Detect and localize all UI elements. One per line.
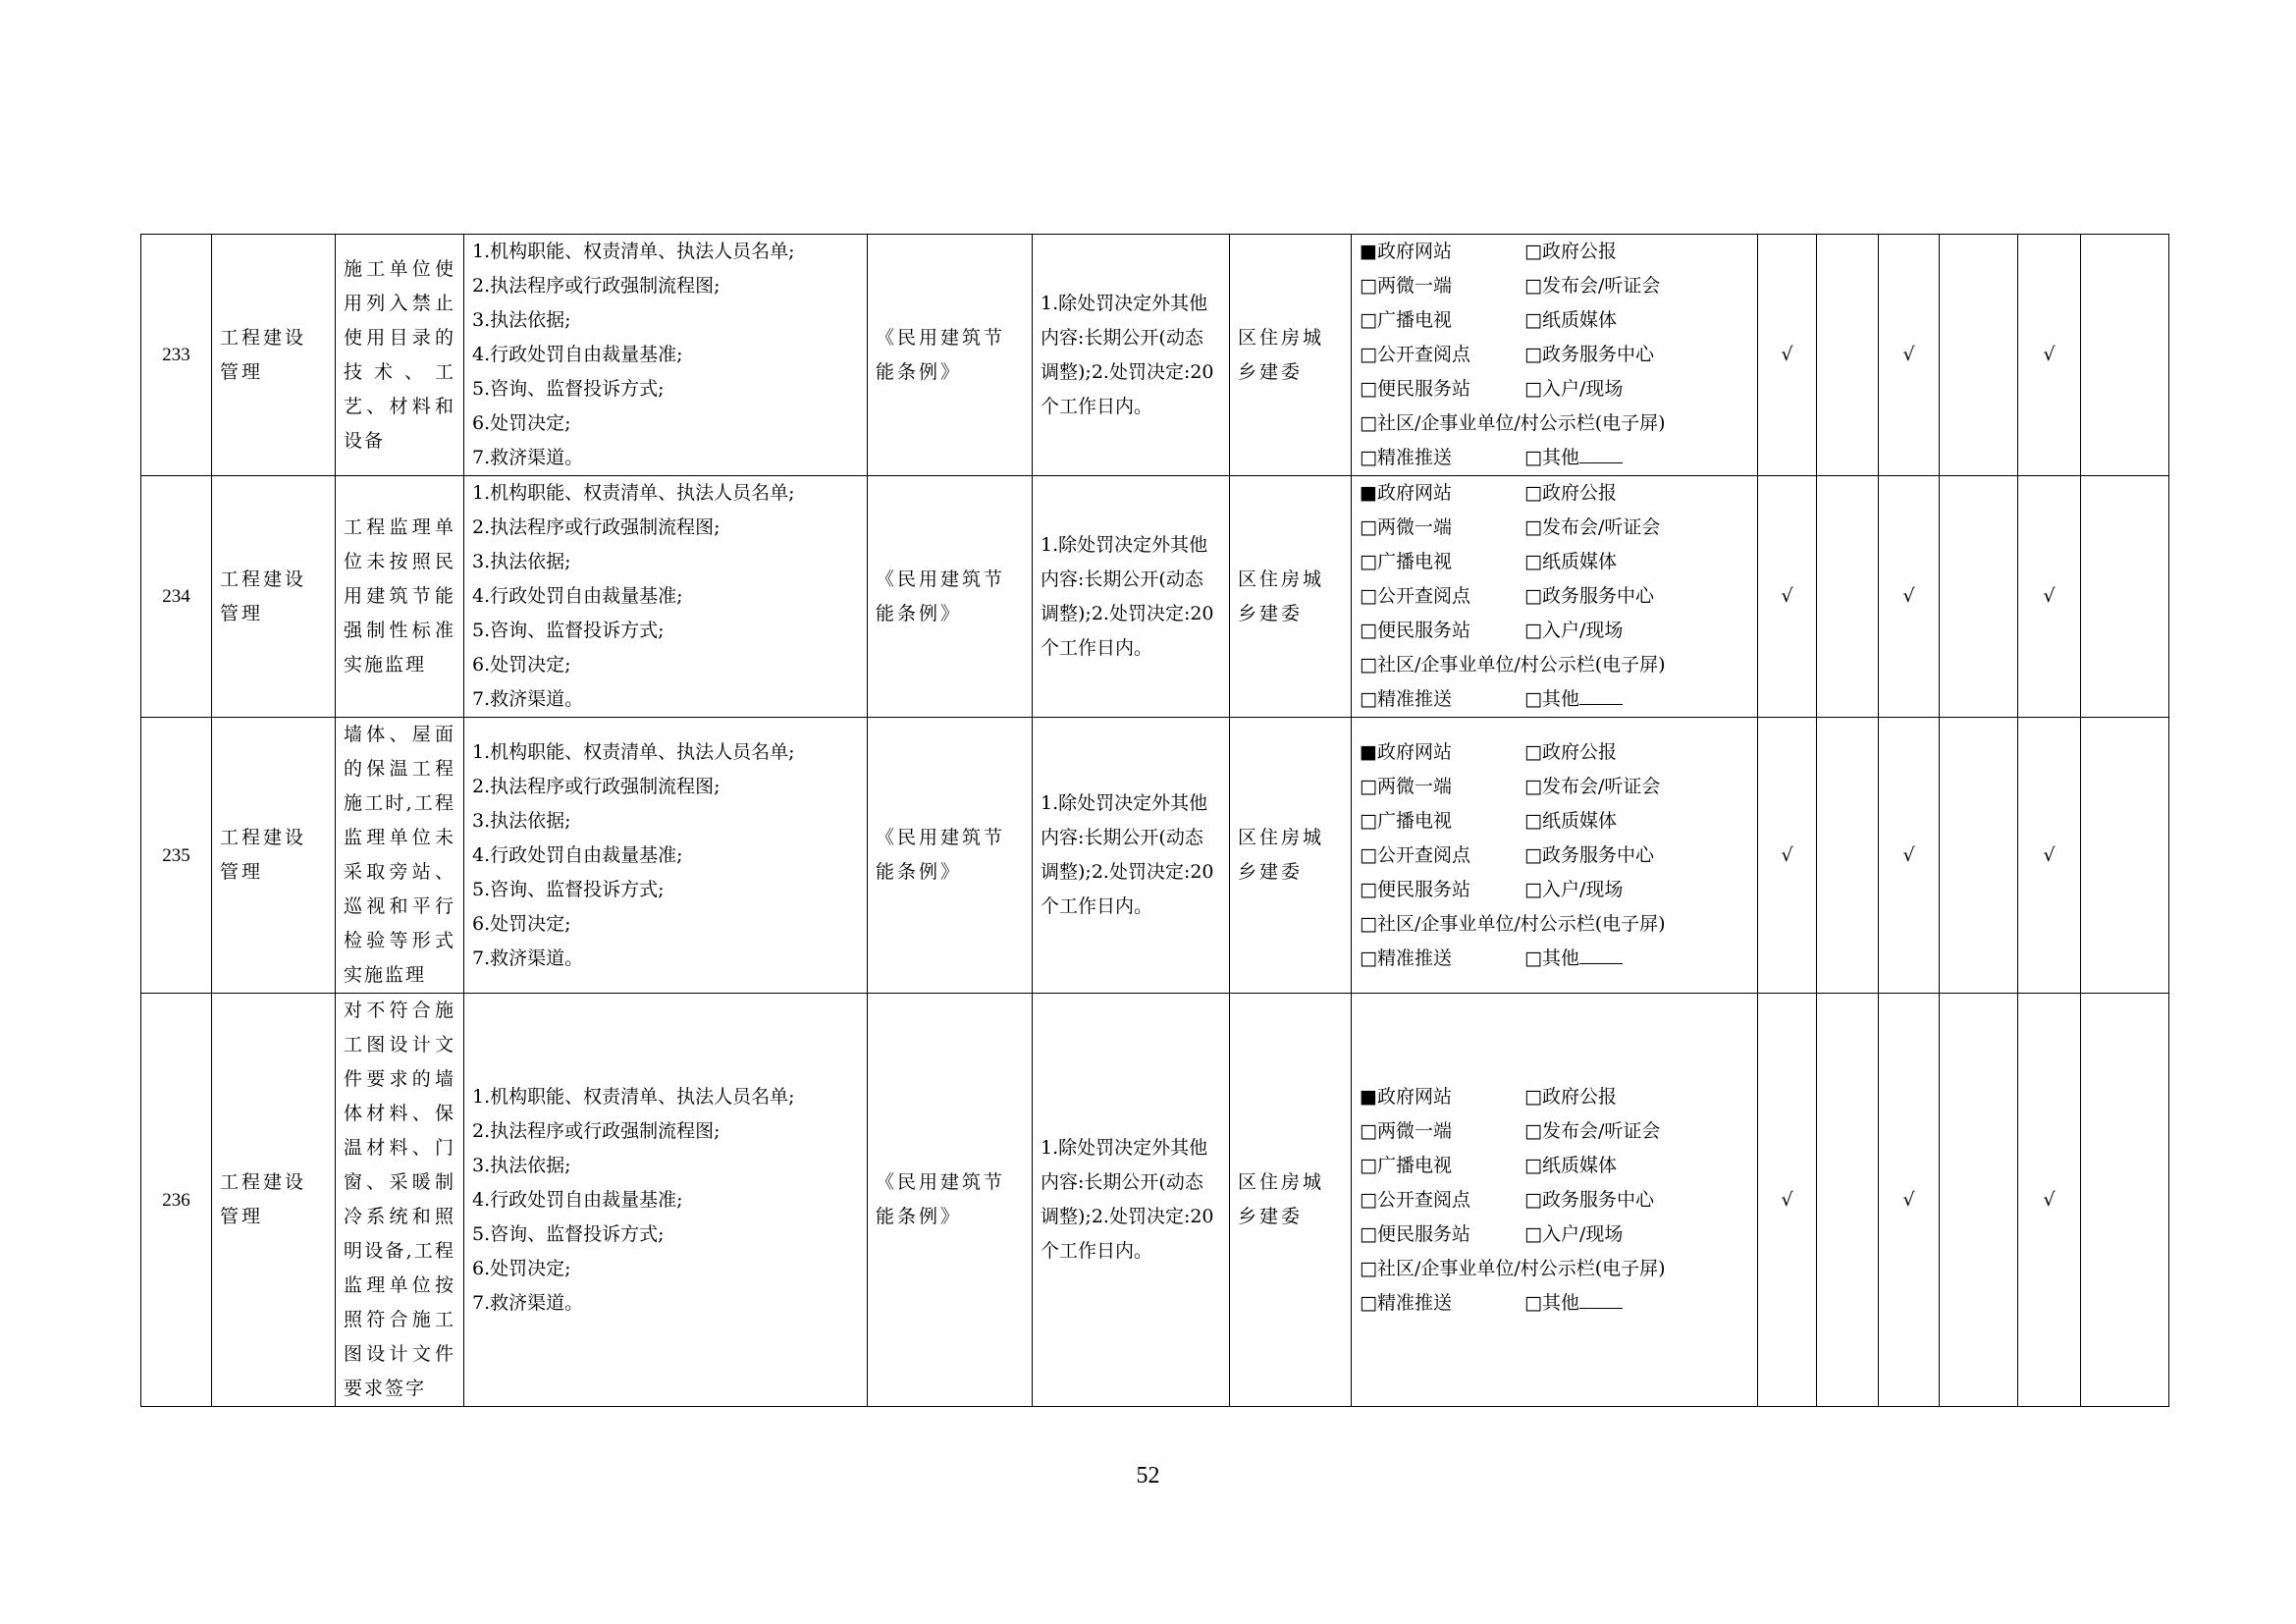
content-line: 3.执法依据;: [472, 551, 571, 572]
channel-option-label: □政务服务中心: [1524, 585, 1654, 607]
channel-option-label: □政府公报: [1524, 740, 1617, 763]
channel-option: [1524, 942, 1749, 976]
channel-option: [1360, 804, 1524, 839]
channel-option: [1360, 1218, 1524, 1252]
channel-option: [1360, 1286, 1524, 1321]
channel-option: [1524, 839, 1749, 873]
row-content: [464, 994, 868, 1407]
content-line: 4.行政处罚自由裁量基准;: [472, 585, 683, 607]
check-mark: [1940, 994, 2018, 1407]
channel-option: [1360, 372, 1524, 406]
channel-option-label: □公开查阅点: [1360, 585, 1470, 607]
row-basis: 《民用建筑节能条例》: [868, 476, 1033, 718]
time-limit-text: 1.除处罚决定外其他内容:长期公开(动态调整);2.处罚决定:20个工作日内。: [1041, 533, 1214, 659]
row-time-limit: [1033, 235, 1230, 476]
time-limit-text: 1.除处罚决定外其他内容:长期公开(动态调整);2.处罚决定:20个工作日内。: [1041, 292, 1214, 417]
content-line: 2.执法程序或行政强制流程图;: [472, 275, 721, 297]
content-line: 7.救济渠道。: [472, 947, 584, 969]
check-mark: [1940, 476, 2018, 718]
content-line: 3.执法依据;: [472, 309, 571, 331]
check-mark: √: [2018, 718, 2081, 994]
channel-option: [1524, 1080, 1749, 1114]
channel-option-label: □公开查阅点: [1360, 1188, 1470, 1211]
blank-underline: [1579, 946, 1623, 964]
page-number: 52: [1136, 1463, 1160, 1489]
row-department: 区住房城乡建委: [1230, 718, 1352, 994]
channel-option: [1524, 441, 1749, 475]
channel-option-label: ■政府网站: [1360, 1085, 1452, 1108]
channel-list: [1360, 1080, 1749, 1321]
check-mark: √: [1879, 476, 1940, 718]
channel-option: [1524, 1183, 1749, 1218]
row-item: [336, 476, 464, 718]
row-number: 236: [141, 994, 212, 1407]
row-basis: 《民用建筑节能条例》: [868, 235, 1033, 476]
channel-option: [1524, 873, 1749, 907]
check-mark: √: [1879, 994, 1940, 1407]
channel-option-label: □发布会/听证会: [1524, 275, 1661, 297]
channel-option: [1524, 372, 1749, 406]
channel-option: [1360, 942, 1524, 976]
content-line: 5.咨询、监督投诉方式;: [472, 620, 665, 641]
check-mark: √: [1758, 235, 1817, 476]
channel-option-label: □便民服务站: [1360, 1222, 1470, 1245]
blank-underline: [1579, 445, 1623, 463]
channel-option: [1360, 269, 1524, 303]
check-mark: √: [1879, 235, 1940, 476]
channel-option: [1360, 338, 1524, 372]
channel-option-label: □公开查阅点: [1360, 843, 1470, 866]
content-line: 4.行政处罚自由裁量基准;: [472, 344, 683, 365]
channel-option-label: □纸质媒体: [1524, 551, 1617, 572]
row-category: 工程建设管理: [212, 235, 336, 476]
row-channels: [1352, 994, 1758, 1407]
channel-option: [1360, 907, 1749, 942]
channel-option: [1360, 839, 1524, 873]
channel-option-label: □两微一端: [1360, 516, 1452, 538]
content-line: 7.救济渠道。: [472, 447, 584, 468]
channel-option-label: □其他: [1524, 447, 1579, 468]
row-item-text: 工程监理单位未按照民用建筑节能强制性标准实施监理: [344, 516, 455, 676]
channel-option-label: □广播电视: [1360, 309, 1452, 331]
channel-option-label: □社区/企事业单位/村公示栏(电子屏): [1360, 654, 1666, 676]
disclosure-table: [140, 234, 2169, 1407]
channel-option-label: ■政府网站: [1360, 241, 1452, 262]
content-line: 7.救济渠道。: [472, 1291, 584, 1314]
channel-list: [1360, 476, 1749, 717]
content-line: 5.咨询、监督投诉方式;: [472, 378, 665, 400]
content-line: 4.行政处罚自由裁量基准;: [472, 843, 683, 866]
content-line: 4.行政处罚自由裁量基准;: [472, 1188, 683, 1211]
channel-option: [1360, 235, 1524, 269]
channel-option-label: □两微一端: [1360, 1119, 1452, 1142]
channel-option-label: □入户/现场: [1524, 378, 1624, 400]
row-content: [464, 476, 868, 718]
check-mark: √: [1879, 718, 1940, 994]
channel-option: [1524, 1114, 1749, 1149]
channel-option-label: □两微一端: [1360, 775, 1452, 797]
channel-option-label: □入户/现场: [1524, 878, 1624, 900]
content-line: 6.处罚决定;: [472, 654, 571, 676]
channel-option-label: □两微一端: [1360, 275, 1452, 297]
row-item-text: 对不符合施工图设计文件要求的墙体材料、保温材料、门窗、采暖制冷系统和照明设备,工程监理单位按照符合施工图设计文件要求签字: [344, 1000, 455, 1399]
channel-option-label: □纸质媒体: [1524, 309, 1617, 331]
channel-option: [1524, 579, 1749, 614]
time-limit-text: 1.除处罚决定外其他内容:长期公开(动态调整);2.处罚决定:20个工作日内。: [1041, 1137, 1214, 1262]
channel-option: [1524, 269, 1749, 303]
channel-option: [1360, 770, 1524, 804]
channel-option: [1360, 1114, 1524, 1149]
check-mark: [1940, 718, 2018, 994]
channel-option: [1360, 476, 1524, 511]
content-line: 5.咨询、监督投诉方式;: [472, 878, 665, 900]
row-time-limit: [1033, 718, 1230, 994]
channel-option: [1360, 1183, 1524, 1218]
content-line: 1.机构职能、权责清单、执法人员名单;: [472, 482, 795, 504]
channel-option-label: □便民服务站: [1360, 620, 1470, 641]
channel-option-label: □便民服务站: [1360, 878, 1470, 900]
content-line: 1.机构职能、权责清单、执法人员名单;: [472, 740, 795, 763]
channel-option: [1524, 770, 1749, 804]
channel-option: [1524, 545, 1749, 579]
row-basis: 《民用建筑节能条例》: [868, 718, 1033, 994]
channel-option: [1360, 735, 1524, 770]
channel-option-label: □社区/企事业单位/村公示栏(电子屏): [1360, 912, 1666, 935]
channel-option: [1524, 1149, 1749, 1183]
check-mark: √: [1758, 994, 1817, 1407]
check-mark: [2081, 994, 2169, 1407]
channel-option-label: □发布会/听证会: [1524, 1119, 1661, 1142]
channel-option: [1524, 235, 1749, 269]
blank-underline: [1579, 686, 1623, 705]
channel-option: [1360, 441, 1524, 475]
row-category: 工程建设管理: [212, 476, 336, 718]
row-time-limit: [1033, 476, 1230, 718]
table-row: [141, 994, 2169, 1407]
check-mark: [2081, 718, 2169, 994]
channel-option: [1524, 303, 1749, 338]
check-mark: [2081, 235, 2169, 476]
check-mark: [1817, 994, 1879, 1407]
check-mark: [1817, 235, 1879, 476]
channel-option: [1360, 579, 1524, 614]
channel-option-label: □广播电视: [1360, 809, 1452, 832]
channel-option-label: □社区/企事业单位/村公示栏(电子屏): [1360, 1257, 1666, 1279]
row-number: 233: [141, 235, 212, 476]
channel-option: [1360, 682, 1524, 717]
blank-underline: [1579, 1290, 1623, 1309]
channel-option-label: □发布会/听证会: [1524, 516, 1661, 538]
content-line: 2.执法程序或行政强制流程图;: [472, 1119, 721, 1142]
channel-option-label: □纸质媒体: [1524, 809, 1617, 832]
check-mark: [1817, 718, 1879, 994]
content-line: 6.处罚决定;: [472, 1257, 571, 1279]
content-line: 2.执法程序或行政强制流程图;: [472, 516, 721, 538]
check-mark: √: [2018, 235, 2081, 476]
channel-option-label: □入户/现场: [1524, 1222, 1624, 1245]
channel-option-label: □政务服务中心: [1524, 843, 1654, 866]
channel-option-label: □社区/企事业单位/村公示栏(电子屏): [1360, 412, 1666, 434]
channel-option-label: □政务服务中心: [1524, 1188, 1654, 1211]
row-department: 区住房城乡建委: [1230, 235, 1352, 476]
check-mark: [2081, 476, 2169, 718]
channel-option: [1524, 735, 1749, 770]
content-line: 3.执法依据;: [472, 1154, 571, 1176]
channel-option: [1360, 511, 1524, 545]
row-content: [464, 235, 868, 476]
channel-option-label: □精准推送: [1360, 1291, 1452, 1314]
check-mark: [1940, 235, 2018, 476]
channel-option-label: □入户/现场: [1524, 620, 1624, 641]
channel-option-label: □精准推送: [1360, 688, 1452, 710]
channel-option-label: □其他: [1524, 947, 1579, 969]
channel-option-label: □便民服务站: [1360, 378, 1470, 400]
content-line: 3.执法依据;: [472, 809, 571, 832]
row-category: 工程建设管理: [212, 718, 336, 994]
row-department: 区住房城乡建委: [1230, 476, 1352, 718]
channel-option: [1360, 1080, 1524, 1114]
channel-option: [1360, 648, 1749, 682]
row-channels: [1352, 718, 1758, 994]
channel-option: [1524, 614, 1749, 648]
row-number: 235: [141, 718, 212, 994]
row-department: 区住房城乡建委: [1230, 994, 1352, 1407]
channel-option: [1360, 1149, 1524, 1183]
channel-option: [1524, 682, 1749, 717]
row-content: [464, 718, 868, 994]
content-line: 6.处罚决定;: [472, 912, 571, 935]
channel-option: [1524, 804, 1749, 839]
row-time-limit: [1033, 994, 1230, 1407]
channel-option: [1360, 614, 1524, 648]
content-line: 7.救济渠道。: [472, 688, 584, 710]
channel-option-label: □广播电视: [1360, 551, 1452, 572]
row-number: 234: [141, 476, 212, 718]
table-row: [141, 476, 2169, 718]
channel-option: [1360, 545, 1524, 579]
check-mark: √: [2018, 994, 2081, 1407]
check-mark: √: [1758, 476, 1817, 718]
row-basis: 《民用建筑节能条例》: [868, 994, 1033, 1407]
channel-option-label: □精准推送: [1360, 947, 1452, 969]
check-mark: √: [1758, 718, 1817, 994]
table-row: [141, 235, 2169, 476]
check-mark: [1817, 476, 1879, 718]
content-line: 2.执法程序或行政强制流程图;: [472, 775, 721, 797]
channel-option-label: □政府公报: [1524, 482, 1617, 504]
channel-option-label: □政务服务中心: [1524, 344, 1654, 365]
channel-option: [1524, 338, 1749, 372]
row-category: 工程建设管理: [212, 994, 336, 1407]
channel-option: [1360, 873, 1524, 907]
content-line: 1.机构职能、权责清单、执法人员名单;: [472, 241, 795, 262]
channel-option: [1360, 1252, 1749, 1286]
row-item: [336, 994, 464, 1407]
row-item-text: 墙体、屋面的保温工程施工时,工程监理单位未采取旁站、巡视和平行检验等形式实施监理: [344, 724, 455, 986]
content-line: 5.咨询、监督投诉方式;: [472, 1222, 665, 1245]
channel-option-label: □精准推送: [1360, 447, 1452, 468]
time-limit-text: 1.除处罚决定外其他内容:长期公开(动态调整);2.处罚决定:20个工作日内。: [1041, 792, 1214, 917]
content-line: 1.机构职能、权责清单、执法人员名单;: [472, 1085, 795, 1108]
channel-option-label: □公开查阅点: [1360, 344, 1470, 365]
channel-option: [1360, 406, 1749, 441]
row-channels: [1352, 235, 1758, 476]
channel-option-label: □纸质媒体: [1524, 1154, 1617, 1176]
channel-option-label: □政府公报: [1524, 1085, 1617, 1108]
row-item-text: 施工单位使用列入禁止使用目录的技术、工艺、材料和设备: [344, 257, 455, 452]
channel-option-label: □广播电视: [1360, 1154, 1452, 1176]
row-item: [336, 235, 464, 476]
table-row: [141, 718, 2169, 994]
channel-option: [1524, 511, 1749, 545]
row-item: [336, 718, 464, 994]
content-line: 6.处罚决定;: [472, 412, 571, 434]
channel-list: [1360, 235, 1749, 475]
channel-option-label: ■政府网站: [1360, 740, 1452, 763]
channel-option-label: □其他: [1524, 688, 1579, 710]
channel-option: [1360, 303, 1524, 338]
channel-option-label: ■政府网站: [1360, 482, 1452, 504]
channel-option: [1524, 1286, 1749, 1321]
channel-list: [1360, 735, 1749, 976]
channel-option: [1524, 1218, 1749, 1252]
channel-option-label: □发布会/听证会: [1524, 775, 1661, 797]
channel-option-label: □其他: [1524, 1291, 1579, 1314]
channel-option: [1524, 476, 1749, 511]
row-channels: [1352, 476, 1758, 718]
check-mark: √: [2018, 476, 2081, 718]
channel-option-label: □政府公报: [1524, 241, 1617, 262]
